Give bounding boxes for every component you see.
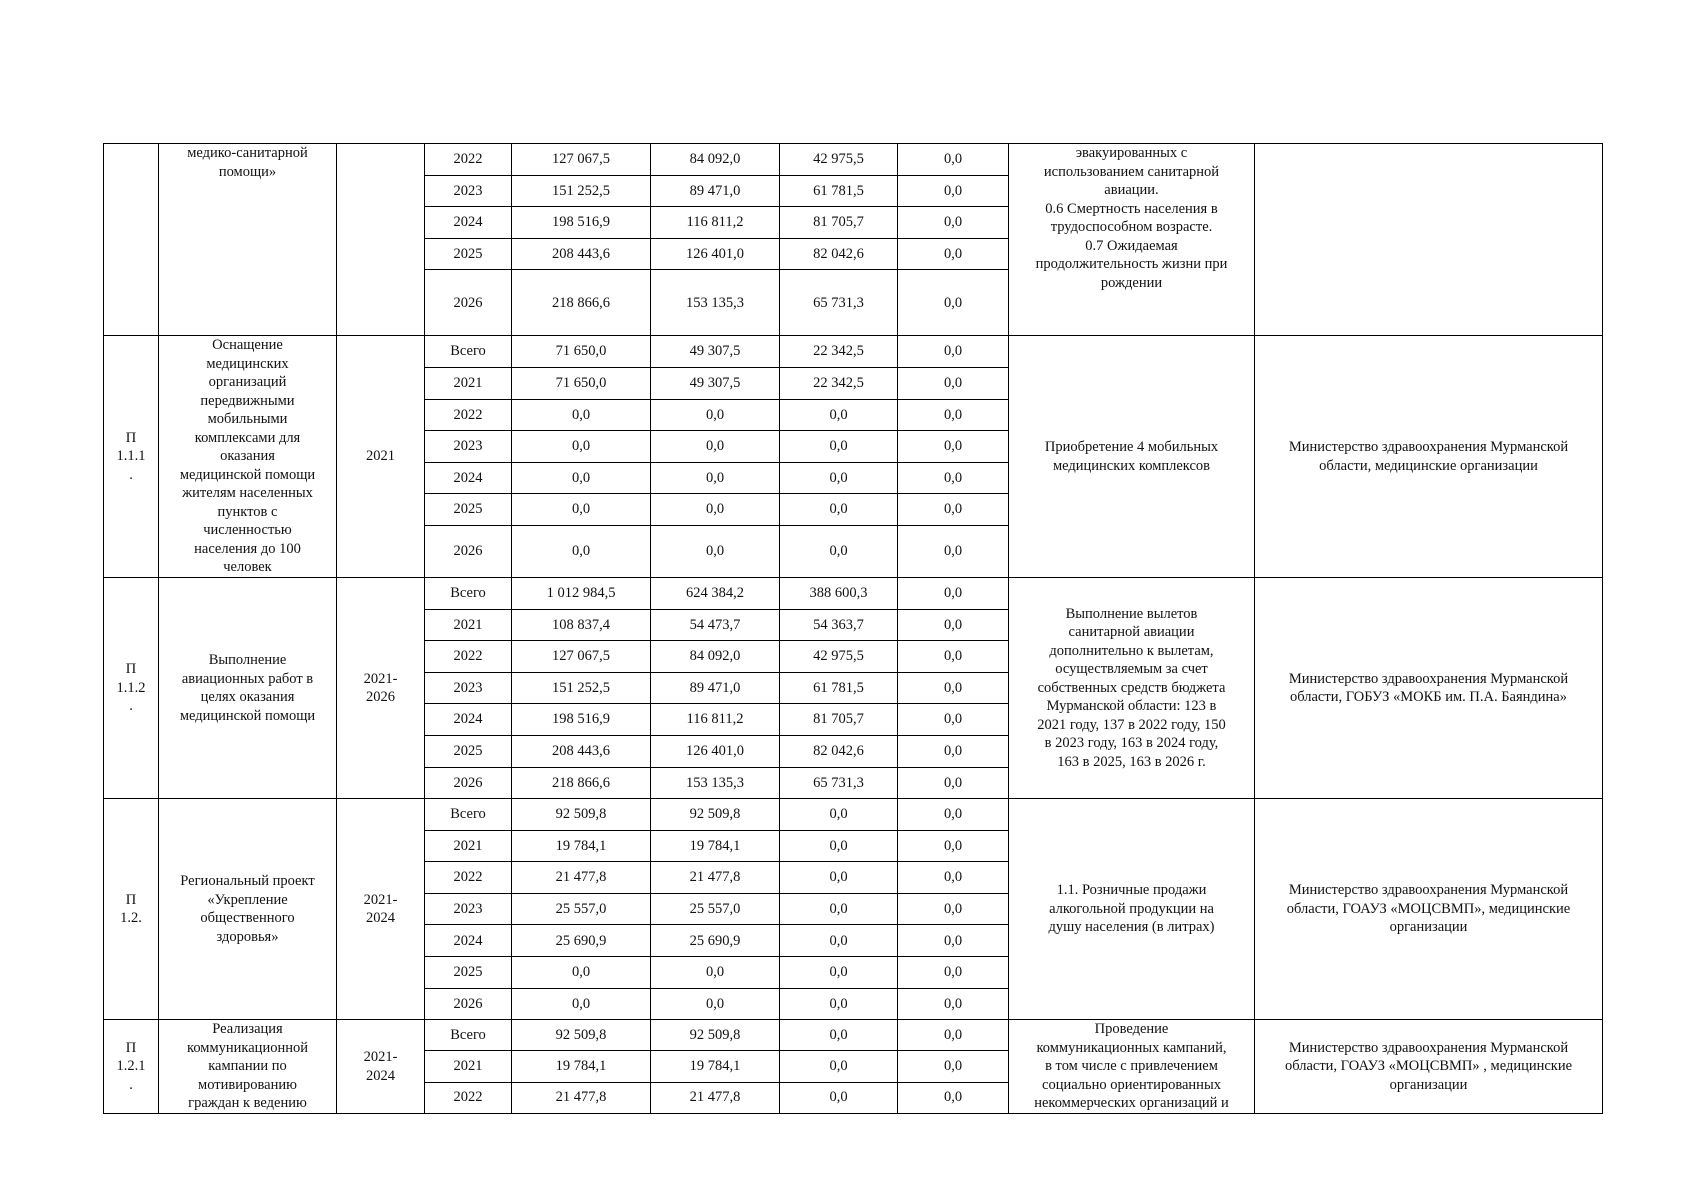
total-amount-cell: 21 477,8 xyxy=(512,862,651,894)
regional-budget-cell: 22 342,5 xyxy=(780,336,898,368)
expected-result-cell: 1.1. Розничные продажи алкогольной продукции на душу населения (в литрах) xyxy=(1009,799,1255,1020)
year-cell: 2022 xyxy=(425,641,512,673)
regional-budget-cell: 81 705,7 xyxy=(780,207,898,239)
regional-budget-cell: 388 600,3 xyxy=(780,577,898,609)
regional-budget-cell: 0,0 xyxy=(780,1020,898,1051)
regional-budget-cell: 0,0 xyxy=(780,799,898,831)
regional-budget-cell: 54 363,7 xyxy=(780,609,898,641)
program-code-cell: П 1.2. xyxy=(104,799,159,1020)
other-sources-cell: 0,0 xyxy=(898,799,1009,831)
regional-budget-cell: 0,0 xyxy=(780,525,898,577)
year-cell: 2024 xyxy=(425,207,512,239)
federal-budget-cell: 25 690,9 xyxy=(651,925,780,957)
regional-budget-cell: 0,0 xyxy=(780,862,898,894)
federal-budget-cell: 0,0 xyxy=(651,462,780,494)
year-cell: 2025 xyxy=(425,735,512,767)
year-cell: 2024 xyxy=(425,925,512,957)
other-sources-cell: 0,0 xyxy=(898,672,1009,704)
other-sources-cell: 0,0 xyxy=(898,577,1009,609)
year-cell: 2021 xyxy=(425,830,512,862)
table-row xyxy=(104,1020,1603,1051)
regional-budget-cell: 82 042,6 xyxy=(780,238,898,270)
federal-budget-cell: 49 307,5 xyxy=(651,336,780,368)
total-amount-cell: 127 067,5 xyxy=(512,144,651,176)
total-amount-cell: 198 516,9 xyxy=(512,704,651,736)
executor-cell: Министерство здравоохранения Мурманской области, ГОАУЗ «МОЦСВМП» , медицинские организации xyxy=(1255,1020,1603,1114)
other-sources-cell: 0,0 xyxy=(898,893,1009,925)
table-row xyxy=(104,577,1603,609)
program-code-cell: П 1.2.1 . xyxy=(104,1020,159,1114)
total-amount-cell: 218 866,6 xyxy=(512,270,651,336)
federal-budget-cell: 49 307,5 xyxy=(651,367,780,399)
other-sources-cell: 0,0 xyxy=(898,336,1009,368)
regional-budget-cell: 0,0 xyxy=(780,1082,898,1113)
federal-budget-cell: 89 471,0 xyxy=(651,175,780,207)
regional-budget-cell: 22 342,5 xyxy=(780,367,898,399)
other-sources-cell: 0,0 xyxy=(898,525,1009,577)
federal-budget-cell: 25 557,0 xyxy=(651,893,780,925)
regional-budget-cell: 0,0 xyxy=(780,957,898,989)
other-sources-cell: 0,0 xyxy=(898,957,1009,989)
other-sources-cell: 0,0 xyxy=(898,641,1009,673)
program-code-cell xyxy=(104,144,159,336)
regional-budget-cell: 0,0 xyxy=(780,399,898,431)
program-period-cell: 2021- 2024 xyxy=(337,799,425,1020)
regional-budget-cell: 0,0 xyxy=(780,988,898,1020)
expected-result-cell: Выполнение вылетов санитарной авиации дополнительно к вылетам, осуществляемым за счет собственных средств бюджета Мурманской области: 123 в 2021 году, 137 в 2022 году, 150 в 2023 году, 163 в 2024 году, 163 в 2025, 163 в 2026 г. xyxy=(1009,577,1255,798)
year-cell: 2024 xyxy=(425,704,512,736)
program-period-cell: 2021- 2026 xyxy=(337,577,425,798)
other-sources-cell: 0,0 xyxy=(898,238,1009,270)
total-amount-cell: 151 252,5 xyxy=(512,672,651,704)
regional-budget-cell: 65 731,3 xyxy=(780,270,898,336)
federal-budget-cell: 54 473,7 xyxy=(651,609,780,641)
executor-cell: Министерство здравоохранения Мурманской области, ГОБУЗ «МОКБ им. П.А. Баяндина» xyxy=(1255,577,1603,798)
total-amount-cell: 92 509,8 xyxy=(512,799,651,831)
regional-budget-cell: 0,0 xyxy=(780,431,898,463)
total-amount-cell: 0,0 xyxy=(512,399,651,431)
federal-budget-cell: 116 811,2 xyxy=(651,704,780,736)
table-row xyxy=(104,799,1603,831)
regional-budget-cell: 42 975,5 xyxy=(780,641,898,673)
other-sources-cell: 0,0 xyxy=(898,830,1009,862)
regional-budget-cell: 81 705,7 xyxy=(780,704,898,736)
year-cell: 2021 xyxy=(425,367,512,399)
total-amount-cell: 0,0 xyxy=(512,494,651,526)
expected-result-cell: Приобретение 4 мобильных медицинских комплексов xyxy=(1009,336,1255,578)
federal-budget-cell: 0,0 xyxy=(651,525,780,577)
year-cell: 2026 xyxy=(425,767,512,799)
regional-budget-cell: 0,0 xyxy=(780,494,898,526)
federal-budget-cell: 153 135,3 xyxy=(651,767,780,799)
federal-budget-cell: 624 384,2 xyxy=(651,577,780,609)
program-code-cell: П 1.1.2 . xyxy=(104,577,159,798)
program-period-cell xyxy=(337,144,425,336)
year-cell: 2022 xyxy=(425,1082,512,1113)
year-cell: 2025 xyxy=(425,238,512,270)
year-cell: 2022 xyxy=(425,399,512,431)
program-name-cell: Реализация коммуникационной кампании по мотивированию граждан к ведению xyxy=(159,1020,337,1114)
year-cell: Всего xyxy=(425,336,512,368)
federal-budget-cell: 21 477,8 xyxy=(651,1082,780,1113)
regional-budget-cell: 0,0 xyxy=(780,462,898,494)
year-cell: 2023 xyxy=(425,431,512,463)
executor-cell xyxy=(1255,144,1603,336)
regional-budget-cell: 61 781,5 xyxy=(780,175,898,207)
regional-budget-cell: 65 731,3 xyxy=(780,767,898,799)
other-sources-cell: 0,0 xyxy=(898,270,1009,336)
federal-budget-cell: 126 401,0 xyxy=(651,735,780,767)
federal-budget-cell: 0,0 xyxy=(651,431,780,463)
year-cell: 2025 xyxy=(425,494,512,526)
program-period-cell: 2021 xyxy=(337,336,425,578)
total-amount-cell: 0,0 xyxy=(512,957,651,989)
regional-budget-cell: 42 975,5 xyxy=(780,144,898,176)
year-cell: 2026 xyxy=(425,525,512,577)
expected-result-cell: Проведение коммуникационных кампаний, в том числе с привлечением социально ориентированных некоммерческих организаций и xyxy=(1009,1020,1255,1114)
federal-budget-cell: 0,0 xyxy=(651,988,780,1020)
federal-budget-cell: 0,0 xyxy=(651,494,780,526)
other-sources-cell: 0,0 xyxy=(898,1051,1009,1082)
table-row xyxy=(104,336,1603,368)
federal-budget-cell: 89 471,0 xyxy=(651,672,780,704)
regional-budget-cell: 61 781,5 xyxy=(780,672,898,704)
other-sources-cell: 0,0 xyxy=(898,431,1009,463)
total-amount-cell: 25 690,9 xyxy=(512,925,651,957)
federal-budget-cell: 84 092,0 xyxy=(651,641,780,673)
total-amount-cell: 218 866,6 xyxy=(512,767,651,799)
regional-budget-cell: 82 042,6 xyxy=(780,735,898,767)
federal-budget-cell: 19 784,1 xyxy=(651,830,780,862)
other-sources-cell: 0,0 xyxy=(898,367,1009,399)
total-amount-cell: 71 650,0 xyxy=(512,336,651,368)
total-amount-cell: 0,0 xyxy=(512,462,651,494)
total-amount-cell: 71 650,0 xyxy=(512,367,651,399)
federal-budget-cell: 0,0 xyxy=(651,957,780,989)
year-cell: 2022 xyxy=(425,144,512,176)
other-sources-cell: 0,0 xyxy=(898,767,1009,799)
other-sources-cell: 0,0 xyxy=(898,925,1009,957)
total-amount-cell: 208 443,6 xyxy=(512,238,651,270)
program-code-cell: П 1.1.1 . xyxy=(104,336,159,578)
year-cell: 2026 xyxy=(425,988,512,1020)
year-cell: 2026 xyxy=(425,270,512,336)
expected-result-cell: эвакуированных с использованием санитарной авиации. 0.6 Смертность населения в трудоспособном возрасте. 0.7 Ожидаемая продолжительность жизни при рождении xyxy=(1009,144,1255,336)
other-sources-cell: 0,0 xyxy=(898,462,1009,494)
other-sources-cell: 0,0 xyxy=(898,399,1009,431)
executor-cell: Министерство здравоохранения Мурманской области, медицинские организации xyxy=(1255,336,1603,578)
program-name-cell: Выполнение авиационных работ в целях оказания медицинской помощи xyxy=(159,577,337,798)
year-cell: 2023 xyxy=(425,893,512,925)
other-sources-cell: 0,0 xyxy=(898,207,1009,239)
program-period-cell: 2021- 2024 xyxy=(337,1020,425,1114)
other-sources-cell: 0,0 xyxy=(898,494,1009,526)
year-cell: Всего xyxy=(425,577,512,609)
other-sources-cell: 0,0 xyxy=(898,175,1009,207)
year-cell: 2021 xyxy=(425,1051,512,1082)
total-amount-cell: 1 012 984,5 xyxy=(512,577,651,609)
other-sources-cell: 0,0 xyxy=(898,735,1009,767)
regional-budget-cell: 0,0 xyxy=(780,893,898,925)
federal-budget-cell: 0,0 xyxy=(651,399,780,431)
federal-budget-cell: 92 509,8 xyxy=(651,1020,780,1051)
total-amount-cell: 208 443,6 xyxy=(512,735,651,767)
total-amount-cell: 108 837,4 xyxy=(512,609,651,641)
program-name-cell: Оснащение медицинских организаций передвижными мобильными комплексами для оказания медицинской помощи жителям населенных пунктов с численностью населения до 100 человек xyxy=(159,336,337,578)
other-sources-cell: 0,0 xyxy=(898,704,1009,736)
table-row xyxy=(104,144,1603,176)
regional-budget-cell: 0,0 xyxy=(780,1051,898,1082)
other-sources-cell: 0,0 xyxy=(898,144,1009,176)
year-cell: 2023 xyxy=(425,672,512,704)
total-amount-cell: 0,0 xyxy=(512,988,651,1020)
other-sources-cell: 0,0 xyxy=(898,1020,1009,1051)
federal-budget-cell: 19 784,1 xyxy=(651,1051,780,1082)
federal-budget-cell: 21 477,8 xyxy=(651,862,780,894)
year-cell: 2021 xyxy=(425,609,512,641)
regional-budget-cell: 0,0 xyxy=(780,925,898,957)
other-sources-cell: 0,0 xyxy=(898,1082,1009,1113)
year-cell: 2025 xyxy=(425,957,512,989)
federal-budget-cell: 153 135,3 xyxy=(651,270,780,336)
total-amount-cell: 127 067,5 xyxy=(512,641,651,673)
federal-budget-cell: 126 401,0 xyxy=(651,238,780,270)
other-sources-cell: 0,0 xyxy=(898,988,1009,1020)
total-amount-cell: 0,0 xyxy=(512,431,651,463)
executor-cell: Министерство здравоохранения Мурманской области, ГОАУЗ «МОЦСВМП», медицинские организации xyxy=(1255,799,1603,1020)
program-name-cell: медико-санитарной помощи» xyxy=(159,144,337,336)
year-cell: Всего xyxy=(425,799,512,831)
year-cell: Всего xyxy=(425,1020,512,1051)
total-amount-cell: 25 557,0 xyxy=(512,893,651,925)
program-name-cell: Региональный проект «Укрепление общественного здоровья» xyxy=(159,799,337,1020)
total-amount-cell: 198 516,9 xyxy=(512,207,651,239)
total-amount-cell: 19 784,1 xyxy=(512,830,651,862)
total-amount-cell: 92 509,8 xyxy=(512,1020,651,1051)
year-cell: 2024 xyxy=(425,462,512,494)
other-sources-cell: 0,0 xyxy=(898,862,1009,894)
total-amount-cell: 0,0 xyxy=(512,525,651,577)
regional-budget-cell: 0,0 xyxy=(780,830,898,862)
federal-budget-cell: 84 092,0 xyxy=(651,144,780,176)
total-amount-cell: 21 477,8 xyxy=(512,1082,651,1113)
program-funding-table xyxy=(103,143,1603,1114)
total-amount-cell: 151 252,5 xyxy=(512,175,651,207)
year-cell: 2023 xyxy=(425,175,512,207)
federal-budget-cell: 92 509,8 xyxy=(651,799,780,831)
federal-budget-cell: 116 811,2 xyxy=(651,207,780,239)
year-cell: 2022 xyxy=(425,862,512,894)
total-amount-cell: 19 784,1 xyxy=(512,1051,651,1082)
other-sources-cell: 0,0 xyxy=(898,609,1009,641)
